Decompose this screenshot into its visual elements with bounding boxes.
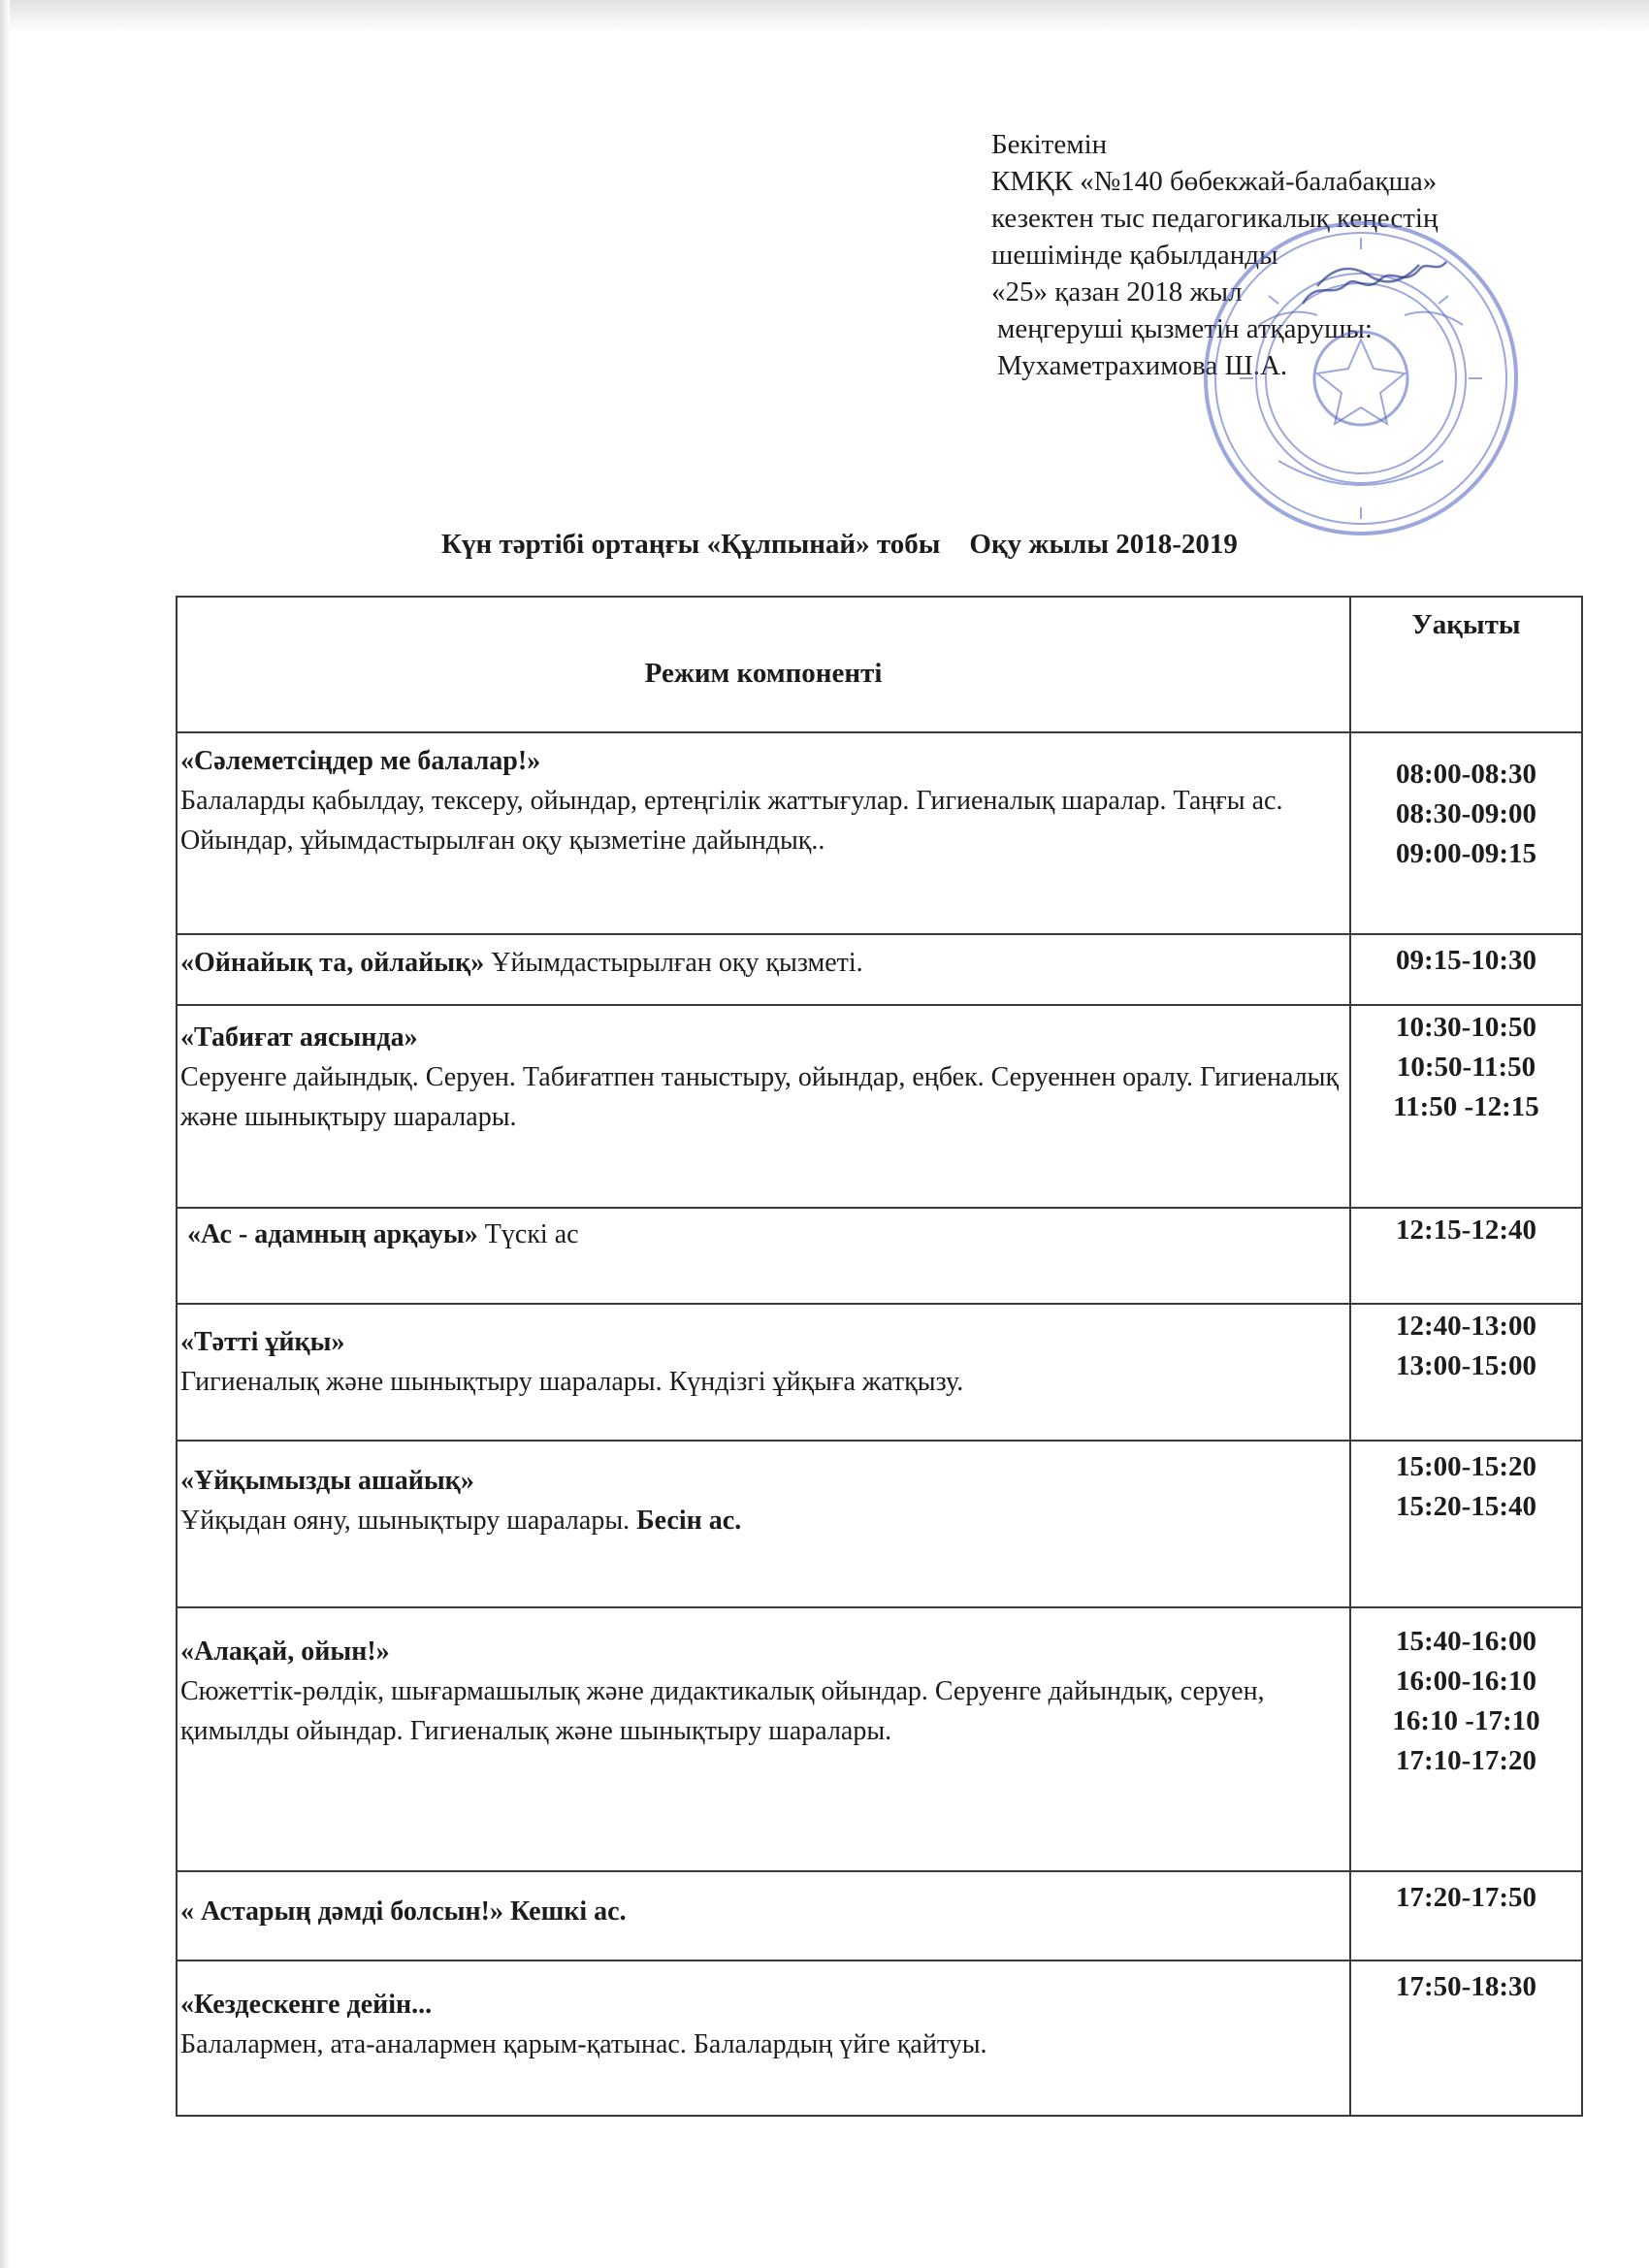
row-component	[178, 1632, 1340, 1751]
time-slot: 15:20-15:40	[1396, 1491, 1536, 1522]
row-description: Түскі ас	[477, 1219, 579, 1249]
time-slot: 16:00-16:10	[1396, 1666, 1536, 1697]
row-component	[178, 1461, 1340, 1540]
row-description: Ұйымдастырылған оқу қызметі.	[484, 948, 863, 978]
approval-line-2: КМҚК «№140 бөбекжай-балабақша»	[991, 166, 1438, 197]
time-slot: 15:00-15:20	[1396, 1451, 1536, 1482]
time-slot: 08:00-08:30	[1396, 759, 1536, 790]
header-time: Уақыты	[1411, 609, 1521, 640]
row-name: «Ұйқымызды ашайық»	[180, 1466, 474, 1496]
row-description: Ұйқыдан ояну, шынықтыру шаралары.	[180, 1506, 637, 1536]
row-name: «Тәтті ұйқы»	[180, 1327, 345, 1357]
table-row	[178, 1870, 1581, 1961]
time-slot: 12:40-13:00	[1396, 1311, 1536, 1342]
row-description: Серуенге дайындық. Серуен. Табиғатпен таныстыру, ойындар, еңбек. Серуеннен оралу. Гигиеналық және шынықтыру шаралары.	[180, 1062, 1340, 1132]
row-description: Балалармен, ата-аналармен қарым-қатынас. Балалардың үйге қайтуы.	[180, 2029, 987, 2059]
row-name: «Ойнайық та, ойлайық»	[180, 948, 485, 978]
time-slot: 13:00-15:00	[1396, 1350, 1536, 1381]
time-slot: 16:10 -17:10	[1392, 1705, 1540, 1736]
row-component	[178, 1892, 1340, 1931]
page-title	[441, 529, 1238, 561]
time-slot: 10:50-11:50	[1396, 1052, 1536, 1083]
row-name: «Алақай, ойын!»	[180, 1636, 390, 1667]
row-times	[1351, 941, 1581, 981]
official-seal-stamp	[1201, 218, 1521, 538]
table-row	[178, 1207, 1581, 1305]
row-name: «Табиғат аясында»	[180, 1022, 418, 1053]
time-slot: 11:50 -12:15	[1393, 1091, 1539, 1122]
row-name: « Астарың дәмді болсын!» Кешкі ас.	[180, 1896, 627, 1927]
table-row	[178, 731, 1581, 935]
approval-line-4: шешімінде қабылданды	[991, 240, 1278, 271]
title-year: Оқу жылы 2018-2019	[969, 529, 1238, 560]
scan-edge-left	[0, 0, 10, 2268]
time-slot: 15:40-16:00	[1396, 1626, 1536, 1657]
time-slot: 08:30-09:00	[1396, 798, 1536, 829]
time-slot: 17:50-18:30	[1396, 1971, 1536, 2002]
row-component	[178, 1322, 1340, 1402]
row-component	[178, 1985, 1340, 2064]
row-times	[1351, 1622, 1581, 1781]
row-component	[178, 741, 1340, 860]
row-times	[1351, 1967, 1581, 2007]
title-main: Күн тәртібі ортаңғы «Құлпынай» тобы	[441, 529, 941, 560]
time-slot: 12:15-12:40	[1396, 1215, 1536, 1246]
row-component	[178, 943, 1340, 983]
row-description: Гигиеналық және шынықтыру шаралары. Күндізгі ұйқыға жатқызу.	[180, 1367, 964, 1397]
row-times	[1351, 1211, 1581, 1250]
table-row	[178, 1960, 1581, 2115]
row-times	[1351, 755, 1581, 874]
row-name: «Ас - адамның арқауы»	[187, 1219, 478, 1249]
table-row	[178, 1303, 1581, 1442]
approval-line-7: Мухаметрахимова Ш.А.	[997, 350, 1288, 381]
approval-line-5: «25» қазан 2018 жыл	[991, 276, 1243, 308]
table-row	[178, 1004, 1581, 1209]
table-header-row	[178, 598, 1581, 731]
row-times	[1351, 1307, 1581, 1386]
row-component	[178, 1215, 1346, 1254]
row-name: «Сәлеметсіңдер ме балалар!»	[180, 746, 541, 776]
table-row	[178, 1606, 1581, 1872]
table-row	[178, 1440, 1581, 1608]
time-slot: 10:30-10:50	[1396, 1012, 1536, 1043]
time-slot: 17:20-17:50	[1396, 1882, 1536, 1913]
schedule-table	[176, 596, 1583, 2117]
row-times	[1351, 1878, 1581, 1918]
row-description: Сюжеттік-рөлдік, шығармашылық және дидактикалық ойындар. Серуенге дайындық, серуен, қимылды ойындар. Гигиеналық және шынықтыру шаралары.	[180, 1676, 1265, 1746]
row-component	[178, 1018, 1340, 1137]
table-row	[178, 933, 1581, 1006]
approval-line-3: кезектен тыс педагогикалық кеңестің	[991, 203, 1439, 234]
time-slot: 09:00-09:15	[1396, 838, 1536, 869]
row-name: «Кездескенге дейін...	[180, 1990, 433, 2020]
header-component: Режим компоненті	[644, 658, 883, 689]
time-slot: 17:10-17:20	[1396, 1745, 1536, 1776]
row-times	[1351, 1008, 1581, 1127]
approval-line-6: меңгеруші қызметін атқарушы:	[997, 313, 1373, 344]
approval-line-1: Бекітемін	[991, 129, 1108, 160]
row-description-bold: Бесін ас.	[636, 1506, 742, 1536]
time-slot: 09:15-10:30	[1396, 945, 1536, 976]
row-description: Балаларды қабылдау, тексеру, ойындар, ертеңгілік жаттығулар. Гигиеналық шаралар. Таңғы ас. Ойындар, ұйымдастырылған оқу қызметіне дайындық..	[180, 786, 1283, 856]
row-times	[1351, 1447, 1581, 1527]
scan-edge-top	[0, 0, 1649, 33]
